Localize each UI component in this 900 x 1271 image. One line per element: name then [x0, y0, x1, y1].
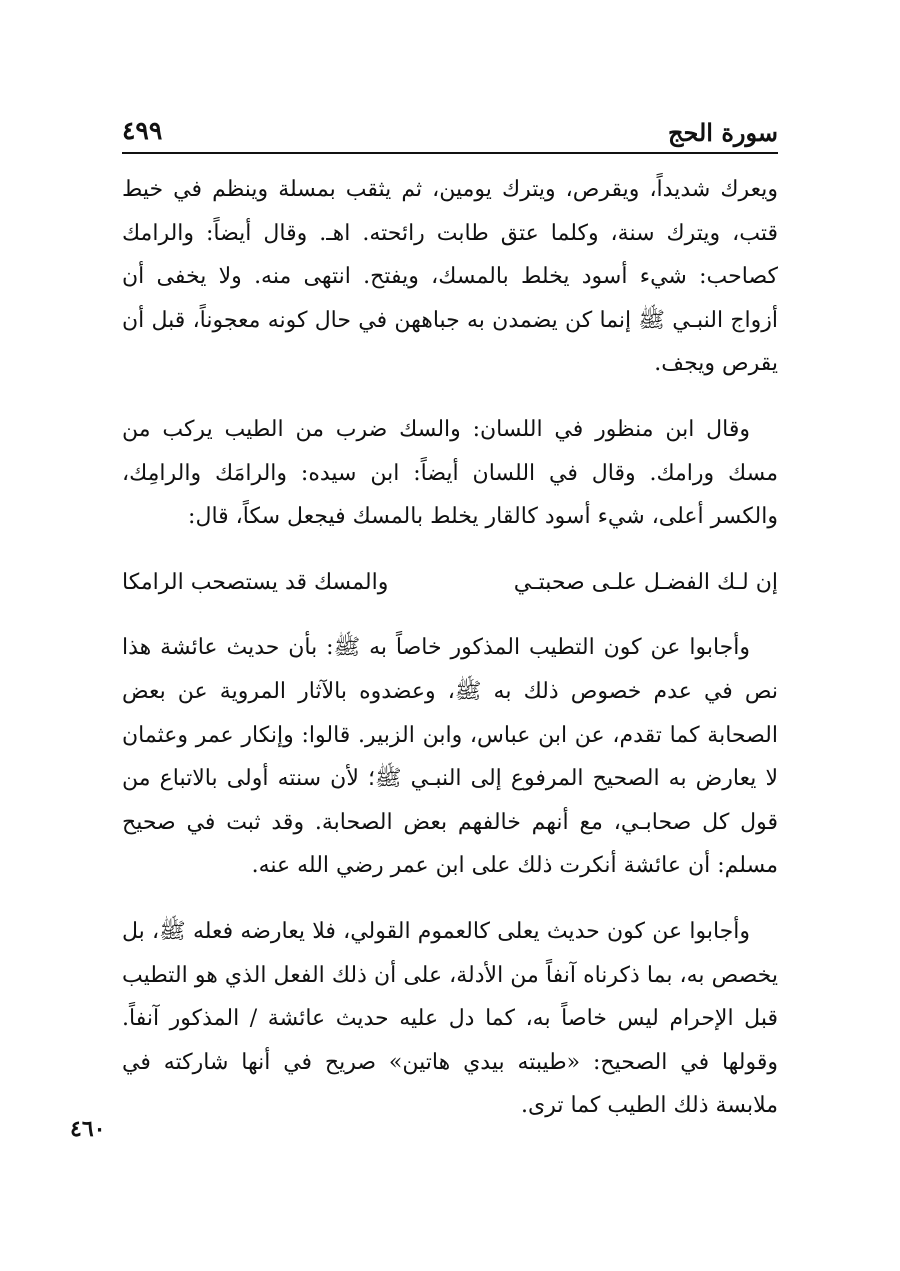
poetry-verse [122, 561, 778, 605]
margin-page-reference: ٤٦٠ [70, 1116, 106, 1142]
verse-second-hemistich: والمسك قد يستصحب الرامكا [122, 569, 389, 595]
verse-first-hemistich: إن لـك الفضـل علـى صحبتـي [513, 569, 778, 595]
paragraph-4: وأجابوا عن كون حديث يعلى كالعموم القولي، فلا يعارضه فعله ﷺ، بل يخصص به، بما ذكرناه آنفاً من الأدلة، على أن ذلك الفعل الذي هو التطيب قبل الإحرام ليس خاصاً به، كما دل عليه حديث عائشة / المذكور آنفاً. وقولها في الصحيح: «طيبته بيدي هاتين» صريح في أنها شاركته في ملابسة ذلك الطيب كما ترى. [122, 918, 778, 1119]
page-body [122, 168, 778, 1128]
page-number: ٤٩٩ [122, 116, 163, 145]
paragraph-3: وأجابوا عن كون التطيب المذكور خاصاً به ﷺ: بأن حديث عائشة هذا نص في عدم خصوص ذلك به ﷺ، وعضدوه بالآثار المروية عن بعض الصحابة كما تقدم، عن ابن عباس، وابن الزبير. قالوا: وإنكار عمر وعثمان لا يعارض به الصحيح المرفوع إلى النبـي ﷺ؛ لأن سنته أولى بالاتباع من قول كل صحابـي، مع أنهم خالفهم بعض الصحابة. وقد ثبت في صحيح مسلم: أن عائشة أنكرت ذلك على ابن عمر رضي الله عنه. [122, 635, 778, 879]
paragraph-2: وقال ابن منظور في اللسان: والسك ضرب من الطيب يركب من مسك ورامك. وقال في اللسان أيضاً: ابن سيده: والرامَك والرامِك، والكسر أعلى، شيء أسود كالقار يخلط بالمسك فيجعل سكاً، قال: [122, 416, 778, 530]
paragraph-1: ويعرك شديداً، ويقرص، ويترك يومين، ثم يثقب بمسلة وينظم في خيط قتب، ويترك سنة، وكلما عتق طابت رائحته. اهـ. وقال أيضاً: والرامك كصاحب: شيء أسود يخلط بالمسك، ويفتح. انتهى منه. ولا يخفى أن أزواج النبـي ﷺ إنما كن يضمدن به جباههن في حال كونه معجوناً، قبل أن يقرص ويجف. [122, 177, 778, 377]
page-header [122, 112, 778, 154]
surah-title: سورة الحج [668, 118, 778, 147]
